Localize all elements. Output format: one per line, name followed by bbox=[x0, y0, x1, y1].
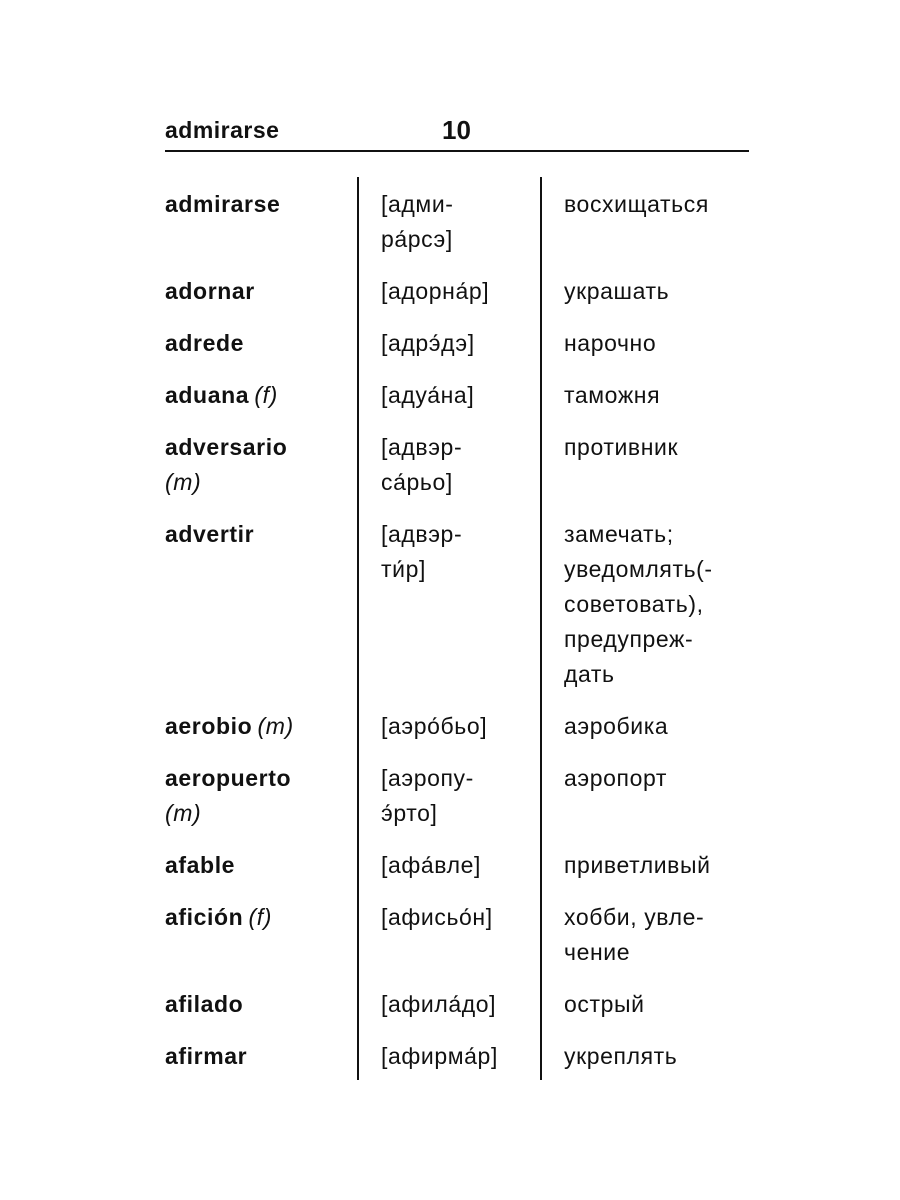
meaning-line: дать bbox=[564, 661, 615, 687]
header-rule bbox=[165, 150, 749, 152]
transcription-cell bbox=[381, 900, 531, 935]
transcription-line: [адорна́р] bbox=[381, 278, 490, 304]
meaning-line: приветливый bbox=[564, 852, 711, 878]
gender-label: (f) bbox=[248, 904, 273, 930]
headword: adrede bbox=[165, 330, 245, 356]
meaning-cell bbox=[564, 517, 754, 692]
meaning-cell bbox=[564, 709, 754, 744]
transcription-line: [адвэр- bbox=[381, 434, 463, 460]
transcription-line: ра́рсэ] bbox=[381, 226, 453, 252]
meaning-line: укреплять bbox=[564, 1043, 678, 1069]
headword: aerobio bbox=[165, 713, 253, 739]
headword-cell bbox=[165, 1039, 345, 1074]
transcription-cell bbox=[381, 987, 531, 1022]
headword-cell bbox=[165, 900, 345, 970]
headword: adversario bbox=[165, 434, 288, 460]
gender-label: (f) bbox=[254, 382, 278, 408]
dictionary-entry bbox=[165, 378, 749, 413]
meaning-line: острый bbox=[564, 991, 645, 1017]
page-number: 10 bbox=[442, 115, 471, 145]
dictionary-entry bbox=[165, 987, 749, 1022]
headword: advertir bbox=[165, 521, 255, 547]
headword-cell bbox=[165, 761, 345, 831]
headword-cell bbox=[165, 517, 345, 692]
meaning-line: предупреж- bbox=[564, 626, 694, 652]
transcription-line: [адми- bbox=[381, 191, 454, 217]
meaning-cell bbox=[564, 326, 754, 361]
headword-cell bbox=[165, 430, 345, 500]
headword-cell bbox=[165, 709, 345, 744]
transcription-cell bbox=[381, 378, 531, 413]
meaning-cell bbox=[564, 761, 754, 796]
headword-cell bbox=[165, 274, 345, 309]
dictionary-entry bbox=[165, 761, 749, 831]
transcription-line: ти́р] bbox=[381, 556, 426, 582]
dictionary-entries bbox=[165, 187, 749, 1091]
meaning-line: советовать), bbox=[564, 591, 704, 617]
gender-label: (m) bbox=[165, 800, 202, 826]
meaning-line: нарочно bbox=[564, 330, 657, 356]
transcription-cell bbox=[381, 326, 531, 361]
transcription-line: [афила́до] bbox=[381, 991, 497, 1017]
meaning-cell bbox=[564, 274, 754, 309]
transcription-cell bbox=[381, 274, 531, 309]
transcription-cell bbox=[381, 1039, 531, 1074]
headword-cell bbox=[165, 326, 345, 361]
headword-cell bbox=[165, 378, 345, 413]
meaning-line: таможня bbox=[564, 382, 661, 408]
headword: afilado bbox=[165, 991, 244, 1017]
dictionary-entry bbox=[165, 430, 749, 500]
headword: aduana bbox=[165, 382, 250, 408]
headword: afirmar bbox=[165, 1043, 248, 1069]
transcription-line: [афисьо́н] bbox=[381, 904, 493, 930]
meaning-cell bbox=[564, 900, 754, 970]
headword-cell bbox=[165, 187, 345, 257]
meaning-cell bbox=[564, 848, 754, 883]
meaning-line: восхищаться bbox=[564, 191, 709, 217]
gender-label: (m) bbox=[165, 469, 202, 495]
transcription-line: са́рьо] bbox=[381, 469, 453, 495]
dictionary-entry bbox=[165, 900, 749, 970]
transcription-line: [афирма́р] bbox=[381, 1043, 498, 1069]
transcription-line: [адуа́на] bbox=[381, 382, 475, 408]
dictionary-entry bbox=[165, 848, 749, 883]
dictionary-entry bbox=[165, 517, 749, 692]
dictionary-entry bbox=[165, 187, 749, 257]
meaning-cell bbox=[564, 187, 754, 222]
meaning-line: аэробика bbox=[564, 713, 669, 739]
meaning-cell bbox=[564, 378, 754, 413]
dictionary-entry bbox=[165, 709, 749, 744]
headword-cell bbox=[165, 987, 345, 1022]
transcription-cell bbox=[381, 517, 531, 587]
meaning-line: хобби, увле- bbox=[564, 904, 705, 930]
meaning-cell bbox=[564, 987, 754, 1022]
gender-label: (m) bbox=[257, 713, 294, 739]
transcription-line: э́рто] bbox=[381, 800, 438, 826]
meaning-cell bbox=[564, 430, 754, 465]
dictionary-entry bbox=[165, 274, 749, 309]
transcription-cell bbox=[381, 430, 531, 500]
headword: afable bbox=[165, 852, 236, 878]
headword: adornar bbox=[165, 278, 255, 304]
transcription-line: [аэро́бьо] bbox=[381, 713, 488, 739]
transcription-line: [адвэр- bbox=[381, 521, 463, 547]
transcription-cell bbox=[381, 187, 531, 257]
transcription-cell bbox=[381, 761, 531, 831]
transcription-line: [афа́вле] bbox=[381, 852, 481, 878]
headword: afición bbox=[165, 904, 244, 930]
headword: aeropuerto bbox=[165, 765, 292, 791]
transcription-line: [аэропу- bbox=[381, 765, 474, 791]
transcription-cell bbox=[381, 709, 531, 744]
meaning-line: уведомлять(- bbox=[564, 556, 713, 582]
dictionary-entry bbox=[165, 1039, 749, 1074]
headword: admirarse bbox=[165, 191, 281, 217]
transcription-line: [адрэ́дэ] bbox=[381, 330, 475, 356]
meaning-cell bbox=[564, 1039, 754, 1074]
headword-cell bbox=[165, 848, 345, 883]
meaning-line: украшать bbox=[564, 278, 670, 304]
meaning-line: замечать; bbox=[564, 521, 674, 547]
dictionary-entry bbox=[165, 326, 749, 361]
running-head: admirarse bbox=[165, 117, 280, 143]
meaning-line: чение bbox=[564, 939, 631, 965]
transcription-cell bbox=[381, 848, 531, 883]
page-header bbox=[165, 113, 749, 149]
meaning-line: противник bbox=[564, 434, 679, 460]
meaning-line: аэропорт bbox=[564, 765, 667, 791]
